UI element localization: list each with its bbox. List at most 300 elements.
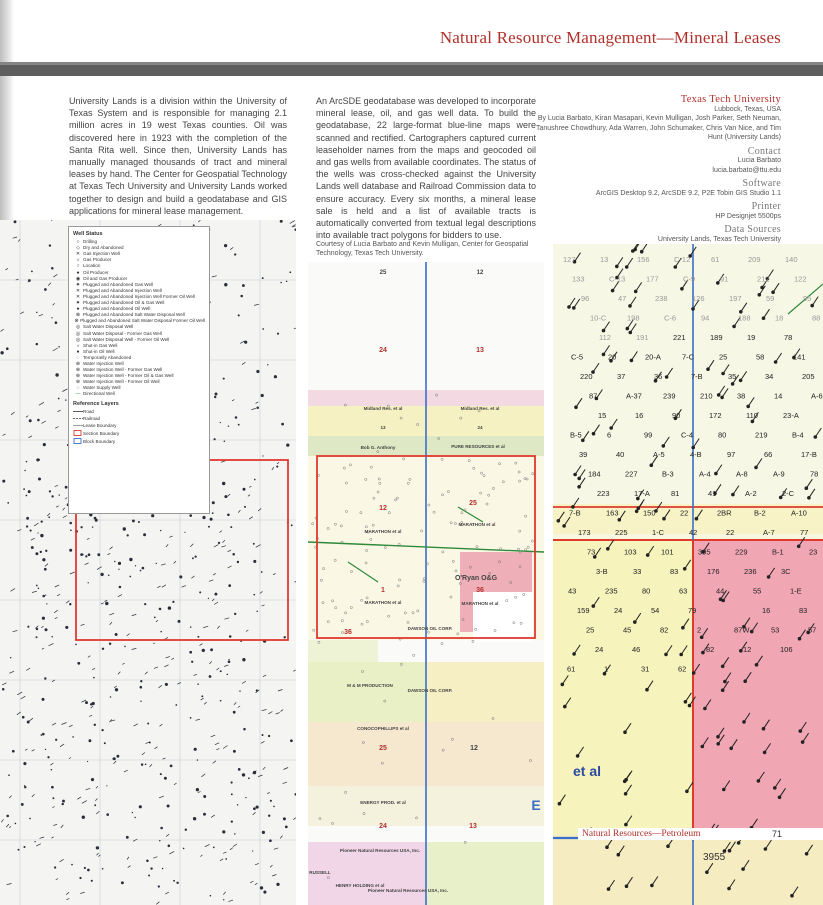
well-mark	[62, 800, 65, 803]
well-mark	[145, 672, 148, 675]
well-mark	[118, 569, 119, 570]
well-mark	[49, 643, 54, 645]
well-mark	[280, 836, 282, 839]
well-mark	[201, 695, 203, 697]
legend-item-label: Water Injection Well - Former Gas Well	[83, 367, 163, 373]
well-mark	[190, 544, 193, 547]
well-mark	[165, 683, 168, 686]
well-label: 7-C	[682, 352, 695, 362]
well-label: 35	[728, 372, 737, 381]
well-mark	[248, 495, 250, 497]
well-mark	[762, 316, 766, 320]
well-mark	[197, 759, 198, 760]
well-mark	[32, 794, 35, 797]
well-mark	[276, 713, 280, 714]
well-symbol-icon: ◌	[76, 385, 80, 392]
well-label: 191	[636, 333, 649, 342]
well-mark	[101, 603, 104, 604]
well-symbol-icon: ◉	[75, 275, 81, 282]
well-label: B-5	[570, 430, 582, 440]
well-mark	[21, 803, 24, 806]
well-mark	[221, 461, 226, 463]
well-mark	[277, 462, 279, 463]
reference-symbol-icon	[73, 416, 83, 423]
well-mark	[763, 751, 767, 755]
well-mark	[169, 851, 174, 854]
well-mark	[166, 834, 169, 836]
well-label: 82	[660, 625, 669, 635]
well-mark	[36, 636, 38, 638]
well-mark	[208, 598, 209, 599]
well-mark	[14, 220, 17, 223]
well-mark	[189, 514, 192, 517]
well-label: 80	[718, 430, 727, 440]
well-mark	[294, 793, 296, 795]
well-mark	[202, 649, 205, 652]
well-mark	[150, 764, 153, 767]
well-mark	[238, 510, 240, 512]
well-mark	[662, 517, 666, 521]
well-mark	[80, 892, 85, 893]
well-mark	[666, 844, 670, 848]
well-mark	[109, 613, 114, 615]
well-mark	[146, 860, 149, 863]
well-mark	[44, 288, 47, 291]
well-mark	[293, 818, 295, 820]
well-label: 2-C	[782, 489, 795, 498]
well-label: 15	[598, 411, 607, 420]
well-mark	[44, 568, 47, 571]
well-mark	[163, 758, 166, 759]
well-mark	[129, 576, 131, 578]
well-mark	[253, 543, 255, 545]
well-label: 110	[746, 411, 758, 420]
well-symbol-icon: ⊕	[75, 379, 81, 386]
well-mark	[40, 551, 42, 553]
legend-item-label: Shut-in Gas Well	[83, 342, 118, 348]
well-symbol-icon: ●	[76, 269, 80, 276]
well-mark	[246, 630, 248, 632]
well-mark	[41, 734, 43, 736]
well-mark	[51, 317, 52, 318]
legend-ref-label: Lease Boundary	[83, 423, 117, 429]
well-label: A-4	[699, 469, 711, 479]
well-mark	[701, 651, 705, 655]
well-mark	[63, 516, 67, 518]
well-mark	[280, 220, 283, 223]
well-mark	[162, 585, 166, 588]
well-mark	[91, 778, 94, 781]
well-mark	[26, 416, 28, 418]
well-label: 163	[606, 508, 619, 518]
well-mark	[122, 663, 124, 664]
well-mark	[727, 887, 731, 891]
well-mark	[182, 586, 186, 588]
well-mark	[1, 819, 3, 822]
lease-map-label: Bob G. Anthony	[360, 445, 396, 450]
well-label: 239	[663, 391, 676, 401]
reference-symbol-icon	[73, 409, 83, 416]
legend-ref-item	[73, 409, 205, 416]
well-mark	[276, 883, 279, 886]
well-mark	[56, 879, 58, 881]
well-mark	[225, 618, 230, 619]
well-mark	[728, 849, 732, 853]
well-mark	[216, 668, 219, 670]
zoomed-well-map	[553, 244, 823, 905]
well-label: 209	[748, 255, 761, 264]
well-mark	[7, 502, 9, 504]
well-mark	[52, 723, 56, 725]
well-label: 96	[581, 294, 590, 303]
well-mark	[235, 416, 238, 419]
well-label: 77	[800, 528, 809, 537]
well-mark	[286, 443, 289, 446]
well-mark	[190, 717, 192, 719]
well-label: 238	[655, 294, 668, 303]
well-label: 133	[572, 274, 585, 284]
well-mark	[124, 646, 126, 648]
well-mark	[55, 427, 58, 429]
well-mark	[159, 685, 162, 688]
well-mark	[15, 823, 17, 825]
well-label: 219	[755, 430, 768, 440]
well-mark	[97, 853, 99, 855]
well-mark	[280, 282, 282, 284]
well-mark	[114, 686, 117, 688]
well-mark	[6, 347, 9, 350]
well-mark	[31, 271, 33, 273]
well-mark	[71, 864, 73, 866]
well-mark	[229, 635, 232, 638]
well-mark	[115, 633, 118, 636]
well-mark	[706, 367, 710, 371]
authors: By Lucia Barbato, Kiran Masapari, Kevin Mulligan, Josh Parker, Seth Neuman, Tanushree Chowdhury, Ada Warren, John Schumaker, Chris Van Nice, and Tim Hunt (University Lands)	[536, 115, 781, 141]
well-mark	[209, 661, 211, 664]
legend-item-label: Dry and Abandoned	[83, 245, 124, 251]
well-mark	[31, 538, 35, 540]
well-mark	[42, 617, 45, 620]
well-mark	[624, 792, 628, 796]
well-mark	[757, 779, 761, 783]
legend-item-label: Salt Water Disposal Well	[83, 324, 134, 330]
well-mark	[814, 435, 818, 439]
well-mark	[132, 614, 137, 615]
well-mark	[156, 563, 157, 564]
well-label: 177	[646, 274, 659, 284]
well-mark	[721, 665, 725, 669]
well-mark	[742, 720, 746, 724]
well-mark	[10, 657, 11, 658]
lease-map-label: MARATHON et al	[364, 600, 402, 605]
well-mark	[141, 763, 143, 765]
lease-map-label: O'Ryan O&G	[454, 575, 498, 582]
well-mark	[30, 530, 32, 532]
well-symbol-icon: ◌	[76, 354, 80, 361]
well-mark	[255, 883, 258, 885]
well-mark	[55, 617, 58, 618]
well-mark	[262, 277, 264, 279]
well-mark	[228, 584, 231, 587]
well-label: 58	[756, 352, 765, 362]
well-mark	[198, 792, 201, 793]
well-mark	[210, 648, 213, 651]
well-label: 59	[766, 294, 775, 303]
well-label: 198	[627, 313, 640, 323]
well-mark	[233, 844, 237, 847]
well-mark	[65, 626, 68, 629]
well-mark	[274, 375, 277, 378]
lease-map-label: MARATHON et al	[461, 601, 499, 606]
reference-layers-title: Reference Layers	[73, 400, 119, 407]
well-mark	[61, 803, 63, 805]
well-label: 94	[701, 313, 710, 323]
lease-map-label: M & M PRODUCTION	[347, 683, 393, 688]
software-text: ArcGIS Desktop 9.2, ArcSDE 9.2, P2E Tobin GIS Studio 1.1	[595, 189, 781, 197]
well-mark	[91, 706, 93, 708]
well-mark	[48, 283, 51, 286]
well-label: 184	[588, 469, 601, 479]
well-mark	[684, 700, 688, 704]
well-mark	[722, 788, 726, 792]
well-mark	[37, 532, 38, 533]
contact-name: Lucia Barbato	[737, 157, 781, 164]
well-mark	[166, 544, 168, 547]
well-mark	[253, 807, 256, 810]
well-label: 61	[567, 664, 576, 674]
well-mark	[278, 690, 283, 692]
well-mark	[61, 825, 64, 828]
well-mark	[270, 800, 272, 802]
well-mark	[148, 875, 150, 877]
well-mark	[164, 777, 167, 780]
well-label: 141	[793, 352, 806, 362]
well-mark	[256, 402, 259, 404]
zoomed-map-graphic	[553, 244, 823, 905]
well-mark	[113, 757, 116, 760]
legend-item-label: Plugged and Abandoned Salt Water Disposal Former Oil Well	[80, 318, 205, 324]
well-mark	[576, 754, 580, 758]
well-mark	[17, 530, 21, 531]
well-mark	[34, 841, 35, 842]
well-mark	[11, 412, 15, 415]
well-label: 172	[709, 411, 722, 420]
well-mark	[290, 739, 293, 742]
well-mark	[82, 801, 87, 804]
well-symbol-icon: ⊗	[74, 318, 79, 325]
legend-item-label: Plugged and Abandoned Oil Well	[83, 306, 151, 312]
well-mark	[28, 436, 32, 438]
lease-map-label: CONOCOPHILLIPS et al	[357, 726, 409, 731]
well-label: 395	[698, 547, 711, 557]
well-mark	[237, 804, 238, 805]
well-mark	[114, 761, 117, 764]
well-symbol-icon: ◎	[75, 324, 81, 331]
well-label: 33	[633, 567, 642, 576]
well-mark	[720, 396, 724, 400]
well-mark	[209, 675, 212, 678]
lease-map-label: 13	[476, 347, 484, 354]
well-mark	[55, 585, 59, 587]
well-mark	[193, 817, 196, 820]
well-mark	[38, 477, 41, 480]
well-label: A-2	[745, 489, 757, 498]
well-mark	[170, 765, 173, 768]
tract-area	[553, 834, 823, 905]
well-mark	[200, 644, 203, 646]
map-legend	[68, 226, 210, 514]
well-mark	[197, 636, 199, 638]
well-mark	[13, 631, 18, 632]
well-mark	[75, 644, 77, 646]
legend-item-label: Gas Producer	[83, 257, 112, 263]
well-mark	[295, 581, 296, 582]
well-mark	[51, 769, 53, 771]
lease-map-label: 24	[379, 347, 387, 354]
well-mark	[45, 628, 48, 631]
well-mark	[69, 758, 71, 759]
well-mark	[703, 707, 707, 711]
well-label: B-4	[792, 430, 804, 440]
well-mark	[53, 806, 55, 808]
well-mark	[196, 719, 200, 720]
well-label: 225	[615, 528, 628, 537]
well-mark	[293, 670, 296, 671]
well-label: 53	[771, 625, 780, 635]
well-mark	[24, 786, 26, 788]
well-mark	[805, 852, 809, 856]
well-mark	[572, 652, 576, 656]
well-mark	[81, 624, 85, 625]
well-label: 46	[632, 645, 641, 654]
well-mark	[630, 359, 634, 363]
well-mark	[96, 786, 98, 788]
well-mark	[223, 899, 224, 900]
org-name: Texas Tech University	[680, 94, 781, 105]
well-label: 17-A	[634, 489, 650, 498]
well-label: 87W	[734, 625, 750, 635]
well-mark	[24, 470, 25, 471]
well-mark	[2, 480, 5, 483]
legend-item-label: Plugged and Abandoned Salt Water Disposal Well	[83, 312, 185, 318]
well-mark	[567, 305, 571, 309]
well-mark	[94, 804, 96, 806]
well-mark	[53, 348, 58, 351]
well-label: 62	[678, 664, 687, 674]
well-mark	[228, 566, 232, 568]
lease-parcel	[473, 592, 533, 642]
well-label: 61	[711, 255, 720, 264]
well-label: 73	[587, 547, 596, 557]
well-mark	[87, 869, 90, 872]
legend-item-label: Shut-in Oil Well	[83, 348, 115, 354]
legend-item-label: Drilling	[83, 239, 98, 245]
well-mark	[36, 844, 41, 846]
well-mark	[227, 494, 230, 496]
legend-item-label: Gas Injection Well	[83, 251, 120, 257]
lease-map	[308, 262, 544, 905]
well-mark	[110, 622, 112, 624]
well-mark	[94, 517, 97, 520]
well-label: C-4	[681, 430, 694, 440]
well-mark	[227, 674, 229, 676]
data-sources-heading: Data Sources	[724, 224, 781, 235]
well-mark	[104, 600, 107, 601]
well-label: 37	[617, 372, 626, 381]
well-mark	[49, 244, 51, 246]
well-mark	[185, 828, 187, 830]
well-mark	[239, 690, 240, 691]
well-label: C-12	[674, 255, 691, 264]
well-mark	[716, 735, 720, 739]
well-mark	[2, 683, 6, 685]
well-mark	[242, 658, 245, 661]
well-mark	[731, 493, 735, 497]
well-mark	[215, 743, 219, 745]
well-mark	[634, 290, 638, 294]
well-mark	[106, 785, 107, 786]
well-mark	[198, 220, 200, 222]
well-mark	[714, 472, 718, 476]
well-mark	[790, 894, 794, 898]
well-mark	[441, 643, 443, 645]
well-mark	[681, 626, 685, 630]
well-mark	[574, 405, 578, 409]
well-mark	[54, 866, 56, 868]
well-label: 54	[651, 606, 660, 615]
well-mark	[26, 461, 28, 463]
well-mark	[42, 733, 45, 736]
well-mark	[80, 553, 83, 556]
well-mark	[205, 844, 210, 846]
well-mark	[142, 567, 145, 570]
well-mark	[45, 550, 47, 552]
well-mark	[69, 549, 72, 552]
well-mark	[717, 393, 721, 397]
well-label: 81	[671, 489, 680, 498]
well-mark	[237, 561, 239, 563]
well-mark	[45, 749, 46, 750]
well-label: 42	[689, 528, 698, 537]
well-mark	[6, 824, 9, 827]
well-mark	[118, 595, 122, 597]
well-mark	[286, 281, 287, 282]
well-mark	[615, 265, 619, 269]
well-mark	[700, 636, 704, 640]
well-mark	[159, 796, 164, 798]
lease-map-graphic	[308, 262, 544, 905]
well-mark	[211, 735, 216, 737]
legend-item-label: Directional Well	[83, 391, 115, 397]
well-mark	[244, 506, 246, 508]
well-mark	[110, 696, 111, 697]
lease-map-label: Pioneer Natural Resources USA, Inc.	[339, 848, 421, 853]
well-mark	[123, 527, 126, 530]
figure-caption: Courtesy of Lucia Barbato and Kevin Mulligan, Center for Geospatial Technology, Texas Tech University.	[316, 241, 529, 257]
well-mark	[51, 267, 54, 270]
well-label: 90	[672, 411, 681, 420]
well-mark	[256, 611, 257, 612]
well-mark	[140, 570, 142, 572]
well-mark	[153, 857, 157, 859]
well-label: 80	[642, 586, 651, 596]
well-label: 66	[764, 450, 773, 459]
org-location: Lubbock, Texas, USA	[714, 105, 781, 113]
well-mark	[114, 561, 115, 562]
well-mark	[118, 672, 120, 674]
well-label: et al	[573, 763, 602, 779]
well-mark	[55, 321, 58, 324]
